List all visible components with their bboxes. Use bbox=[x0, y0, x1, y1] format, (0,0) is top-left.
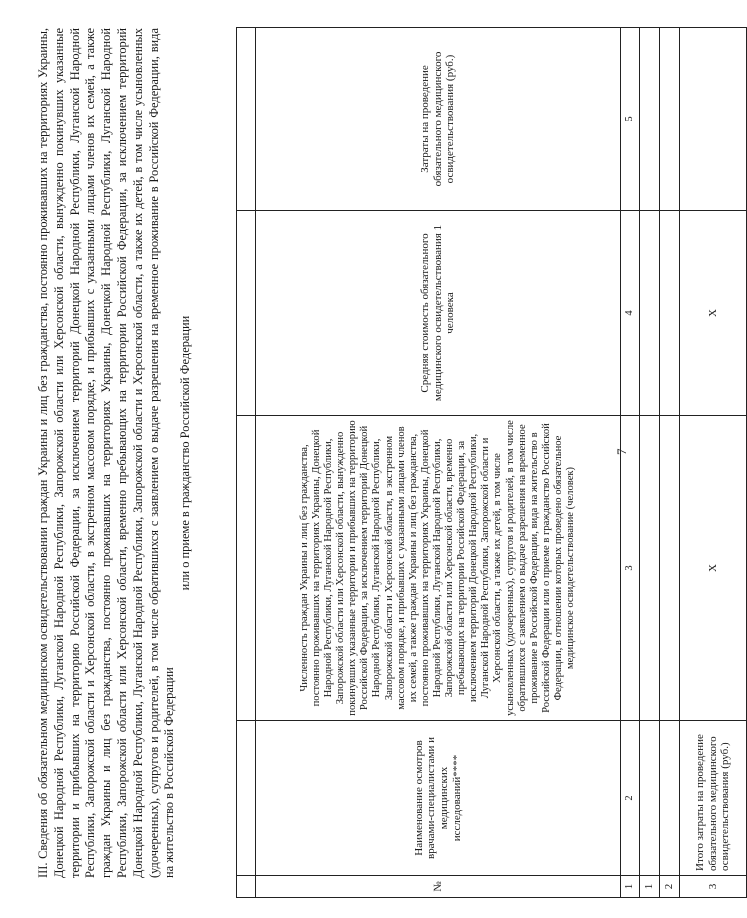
header-count: Численность граждан Украины и лиц без гражданства, постоянно проживавших на территориях Украины, Донецкой Народной Республики, Луганской Народной Республики, Запорожской области или Херсонской области, вынужденно покинувших указанные территории и прибывших на территорию Российской Федерации, за исключением территорий Донецкой Народной Республики, Луганской Народной Республики, Запорожской области и Херсонской области, в экстренном массовом порядке, и прибывших с указанными лицами членов их семей, а также граждан Украины и лиц без гражданства, постоянно проживавших на территориях Украины, Донецкой Народной Республики, Луганской Народной Республики, Запорожской области или Херсонской области, временно пребывающих на территории Российской Федерации, за исключением территорий Донецкой Народной Республики, Луганской Народной Республики, Запорожской области и Херсонской области, а также их детей, в том числе усыновленных (удочеренных), супругов и родителей, в том числе обратившихся с заявлением о выдаче разрешения на временное проживание в Российской Федерации, вида на жительство в Российской Федерации или о приеме в гражданство Российской Федерации, в отношении которых проведено обязательное медицинское освидетельствование (человек) bbox=[256, 416, 621, 721]
column-number: 4 bbox=[621, 211, 640, 416]
total-row-label: Итого затраты на проведение обязательного медицинского освидетельствования (руб.) bbox=[680, 721, 747, 876]
header-cost: Средняя стоимость обязательного медицинского освидетельствования 1 человека bbox=[256, 211, 621, 416]
column-number: 5 bbox=[621, 28, 640, 211]
total-row-expense bbox=[680, 28, 747, 211]
total-row-count: Х bbox=[680, 416, 747, 721]
total-row-cost: Х bbox=[680, 211, 747, 416]
header-num: № bbox=[256, 876, 621, 898]
header-expense: Затраты на проведение обязательного медицинского освидетельствования (руб.) bbox=[256, 28, 621, 211]
table-header-row bbox=[256, 28, 621, 898]
column-number: 2 bbox=[621, 721, 640, 876]
section-title bbox=[36, 28, 194, 878]
row-number: 1 bbox=[640, 876, 660, 898]
table-top-strip bbox=[237, 28, 256, 898]
costs-table bbox=[236, 27, 747, 898]
table-row bbox=[660, 28, 680, 898]
total-row-number: 3 bbox=[680, 876, 747, 898]
row-number: 2 bbox=[660, 876, 680, 898]
section-title-last-line: или о приеме в гражданство Российской Федерации bbox=[178, 315, 193, 591]
header-name: Наименование осмотров врачами-специалистами и медицинских исследований**** bbox=[256, 721, 621, 876]
section-title-main: III. Сведения об обязательном медицинском освидетельствовании граждан Украины и лиц без гражданства, постоянно проживавших на территориях Украины, Донецкой Народной Республики, Луганской Народной Республики, Запорожской области или Херсонской области, вынужденно покинувших указанные территории и прибывших на территорию Российской Федерации, за исключением территорий Донецкой Народной Республики, Луганской Народной Республики, Запорожской области и Херсонской области, в экстренном массовом порядке, и прибывших с указанными лицами членов их семей, а также граждан Украины и лиц без гражданства, постоянно проживавших на территориях Украины, Донецкой Народной Республики, Луганской Народной Республики, Запорожской области или Херсонской области, временно пребывающих на территории Российской Федерации, за исключением территорий Донецкой Народной Республики, Луганской Народной Республики, Запорожской области и Херсонской области, а также их детей, в том числе усыновленных (удочеренных), супругов и родителей, в том числе обратившихся с заявлением о выдаче разрешения на временное проживание в Российской Федерации, вида на жительство в Российской Федерации bbox=[36, 28, 177, 878]
table-row bbox=[640, 28, 660, 898]
total-row bbox=[680, 28, 747, 898]
column-number: 3 bbox=[621, 416, 640, 721]
column-number: 1 bbox=[621, 876, 640, 898]
page-number: 7 bbox=[614, 448, 629, 455]
column-number-row bbox=[621, 28, 640, 898]
